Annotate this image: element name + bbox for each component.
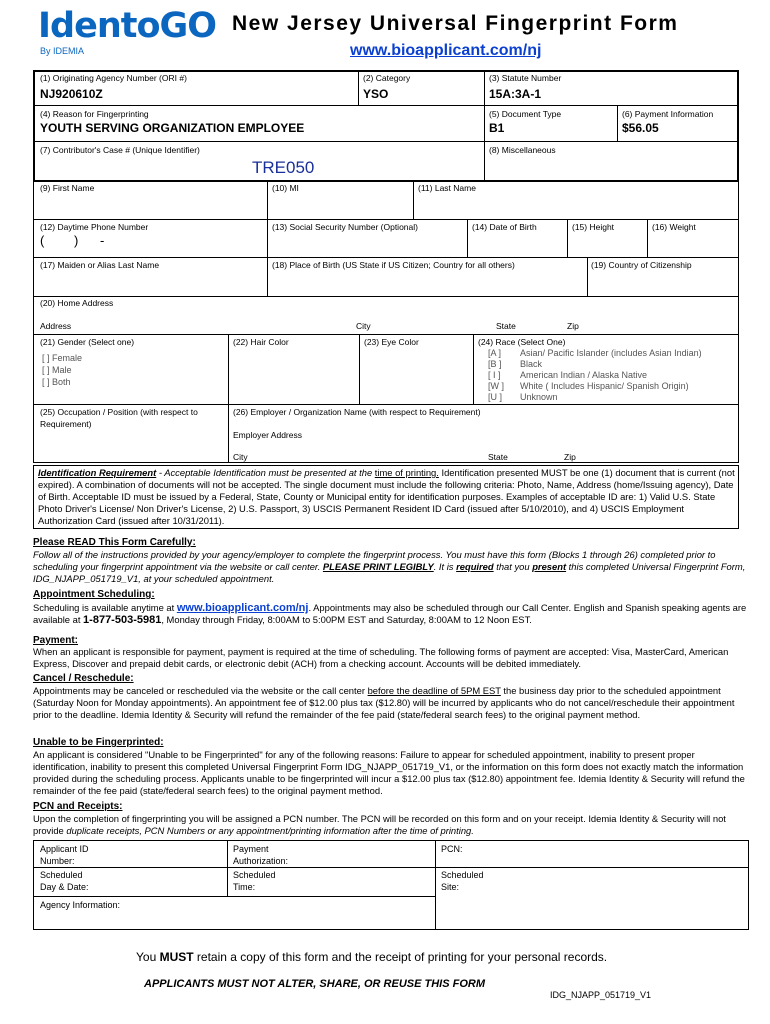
- gender-option-female[interactable]: [ ] Female: [42, 353, 83, 363]
- read-paragraph: Follow all of the instructions provided by your agency/employer to complete the fingerprint process. You must have this form (Blocks 1 through 26) completed prior to scheduling your fingerprint appointment via the website or call center. PLEASE PRINT LEGIBLY. It is required that you present this completed Universal Fingerprint Form, IDG_NJAPP_051719_V1, at your scheduled appointment.: [33, 549, 746, 584]
- id-requirement-text: Identification Requirement - Acceptable Identification must be presented at the time of printing. Identification presented MUST be one (1) document that is current (not expired). A combination of documents will not be accepted. The single document must include the following criteria: Photo, Name, Address (home/Issuing agency), Date of Birth. Acceptable ID must be issued by a Federal, State, County or Municipal entity for identification purposes. Examples of acceptable ID are: 1) Valid U.S. State Photo Driver's License/ Non Driver's License, 2) U.S. Passport, 3) USCIS Permanent Resident ID Card (issued after 5/10/2010), and 4) USCIS Employment Authorization Card (issued after 10/31/2011).: [38, 467, 735, 526]
- race-code-i[interactable]: [ I ]: [488, 370, 501, 380]
- pcn-paragraph: Upon the completion of fingerprinting you will be assigned a PCN number. The PCN will be recorded on this form and on your receipt. Idemia Identity & Security will not provide duplicate receipts, PCN Numbers or any appointment/printing information after the time of printing.: [33, 813, 726, 836]
- doctype-label: (5) Document Type: [489, 109, 562, 119]
- contributor-label: (7) Contributor's Case # (Unique Identifier): [40, 145, 200, 155]
- statute-label: (3) Statute Number: [489, 73, 562, 83]
- employer-zip-label: Zip: [564, 452, 576, 462]
- no-alter-warning: APPLICANTS MUST NOT ALTER, SHARE, OR REUSE THIS FORM: [144, 978, 486, 990]
- misc-label: (8) Miscellaneous: [489, 145, 556, 155]
- phone-area-open: (: [40, 233, 45, 248]
- call-center-phone: 1-877-503-5981: [83, 614, 162, 626]
- race-option-black: Black: [520, 359, 543, 369]
- dob-label: (14) Date of Birth: [472, 222, 537, 232]
- ori-label: (1) Originating Agency Number (ORI #): [40, 73, 187, 83]
- agency-info-field[interactable]: Agency Information:: [40, 900, 121, 910]
- appointment-table: [33, 840, 749, 930]
- pob-label: (18) Place of Birth (US State if US Citizen; Country for all others): [272, 260, 515, 270]
- maiden-label: (17) Maiden or Alias Last Name: [40, 260, 160, 270]
- employer-address-label: Employer Address: [233, 430, 302, 440]
- state-label: State: [496, 321, 516, 331]
- city-label: City: [356, 321, 371, 331]
- eye-label: (23) Eye Color: [364, 337, 419, 347]
- race-code-w[interactable]: [W ]: [488, 381, 504, 391]
- gender-option-both[interactable]: [ ] Both: [42, 377, 71, 387]
- category-value[interactable]: YSO: [363, 87, 389, 101]
- race-option-native: American Indian / Alaska Native: [520, 370, 648, 380]
- ori-value[interactable]: NJ920610Z: [40, 87, 103, 101]
- race-code-a[interactable]: [A ]: [488, 348, 502, 358]
- employer-label: (26) Employer / Organization Name (with respect to Requirement): [233, 407, 481, 417]
- contributor-value[interactable]: TRE050: [252, 158, 315, 177]
- applicant-id-field[interactable]: Applicant ID Number:: [40, 844, 89, 866]
- reason-value[interactable]: YOUTH SERVING ORGANIZATION EMPLOYEE: [40, 121, 305, 135]
- hair-label: (22) Hair Color: [233, 337, 289, 347]
- scheduling-url-link[interactable]: www.bioapplicant.com/nj: [176, 602, 309, 614]
- gender-option-male[interactable]: [ ] Male: [42, 365, 72, 375]
- employer-city-label: City: [233, 452, 248, 462]
- scheduled-date-field[interactable]: Scheduled Day & Date:: [40, 870, 89, 892]
- scheduling-paragraph: Scheduling is available anytime at www.bioapplicant.com/nj. Appointments may also be scheduled through our Call Center. English and Spanish speaking agents are available at 1-877-503-5981, Monday through Friday, 8:00AM to 5:00PM EST and Saturday, 8:00AM to 12 Noon EST.: [33, 602, 747, 626]
- height-label: (15) Height: [572, 222, 615, 232]
- payment-label: (6) Payment Information: [622, 109, 714, 119]
- scheduled-site-field[interactable]: Scheduled Site:: [441, 870, 484, 892]
- payment-value[interactable]: $56.05: [622, 121, 659, 135]
- scheduled-time-field[interactable]: Scheduled Time:: [233, 870, 276, 892]
- home-address-label: (20) Home Address: [40, 298, 114, 308]
- pcn-field[interactable]: PCN:: [441, 844, 463, 854]
- unable-heading: Unable to be Fingerprinted:: [33, 737, 164, 748]
- form-id: IDG_NJAPP_051719_V1: [550, 990, 652, 1000]
- read-heading: Please READ This Form Carefully:: [33, 537, 196, 548]
- payment-paragraph: When an applicant is responsible for payment, payment is required at the time of scheduling. The following forms of payment are accepted: Visa, MasterCard, American Express, Discover and prepaid debit cards, or electronic debit (ACH) from a checking account. Accounts will be debited immediately.: [33, 646, 729, 669]
- ssn-label: (13) Social Security Number (Optional): [272, 222, 418, 232]
- mi-label: (10) MI: [272, 183, 299, 193]
- reason-label: (4) Reason for Fingerprinting: [40, 109, 149, 119]
- doctype-value[interactable]: B1: [489, 121, 505, 135]
- form-title: New Jersey Universal Fingerprint Form: [232, 12, 679, 35]
- last-name-label: (11) Last Name: [418, 183, 476, 193]
- race-code-u[interactable]: [U ]: [488, 392, 503, 402]
- cancel-heading: Cancel / Reschedule:: [33, 673, 134, 684]
- pcn-heading: PCN and Receipts:: [33, 801, 123, 812]
- gender-label: (21) Gender (Select one): [40, 337, 135, 347]
- address-label: Address: [40, 321, 72, 331]
- id-requirement-heading: Identification Requirement: [38, 467, 157, 478]
- phone-dash: -: [100, 233, 105, 248]
- payment-heading: Payment:: [33, 635, 79, 646]
- cancel-paragraph: Appointments may be canceled or rescheduled via the website or the call center before the deadline of 5PM EST the business day prior to the scheduled appointment (Saturday Noon for Monday appointments). An appointment fee of $12.00 plus tax ($12.80) will be incurred by applicants who do not cancel/reschedule their appointment prior to the deadline. Idemia Identity & Security will refund the remainder of the fee paid (state/federal search fees) to the original payment method.: [33, 685, 735, 720]
- weight-label: (16) Weight: [652, 222, 696, 232]
- race-option-asian: Asian/ Pacific Islander (includes Asian Indian): [520, 348, 702, 358]
- citizenship-label: (19) Country of Citizenship: [591, 260, 692, 270]
- occupation-label-2: Requirement): [40, 419, 92, 429]
- identogo-logo: IdentoGO: [38, 6, 216, 46]
- idemia-subtitle: By IDEMIA: [40, 46, 85, 56]
- zip-label: Zip: [567, 321, 579, 331]
- header-url-link[interactable]: www.bioapplicant.com/nj: [350, 42, 542, 59]
- occupation-label: (25) Occupation / Position (with respect to: [40, 407, 198, 417]
- category-label: (2) Category: [363, 73, 411, 83]
- payment-auth-field[interactable]: Payment Authorization:: [233, 844, 289, 866]
- phone-area-close: ): [74, 233, 79, 248]
- unable-paragraph: An applicant is considered "Unable to be Fingerprinted" for any of the following reasons: Failure to appear for scheduled appointment, inability to present proper identification, inability to present this completed Universal Fingerprint Form IDG_NJAPP_051719_V1, or the information on this form does not exactly match the information provided during the scheduling process. Applicants unable to be fingerprinted will incur a $12.00 plus tax ($12.80) appointment fee. Idemia Identity & Security will refund the remainder of the fee paid (state/federal search fees) to the original payment method.: [33, 749, 745, 796]
- race-option-white: White ( Includes Hispanic/ Spanish Origin): [520, 381, 689, 391]
- employer-state-label: State: [488, 452, 508, 462]
- retain-copy-notice: You MUST retain a copy of this form and the receipt of printing for your personal records.: [136, 950, 608, 964]
- race-option-unknown: Unknown: [520, 392, 558, 402]
- race-code-b[interactable]: [B ]: [488, 359, 502, 369]
- statute-value[interactable]: 15A:3A-1: [489, 87, 542, 101]
- race-label: (24) Race (Select One): [478, 337, 566, 347]
- scheduling-heading: Appointment Scheduling:: [33, 589, 155, 600]
- phone-label: (12) Daytime Phone Number: [40, 222, 149, 232]
- first-name-label: (9) First Name: [40, 183, 95, 193]
